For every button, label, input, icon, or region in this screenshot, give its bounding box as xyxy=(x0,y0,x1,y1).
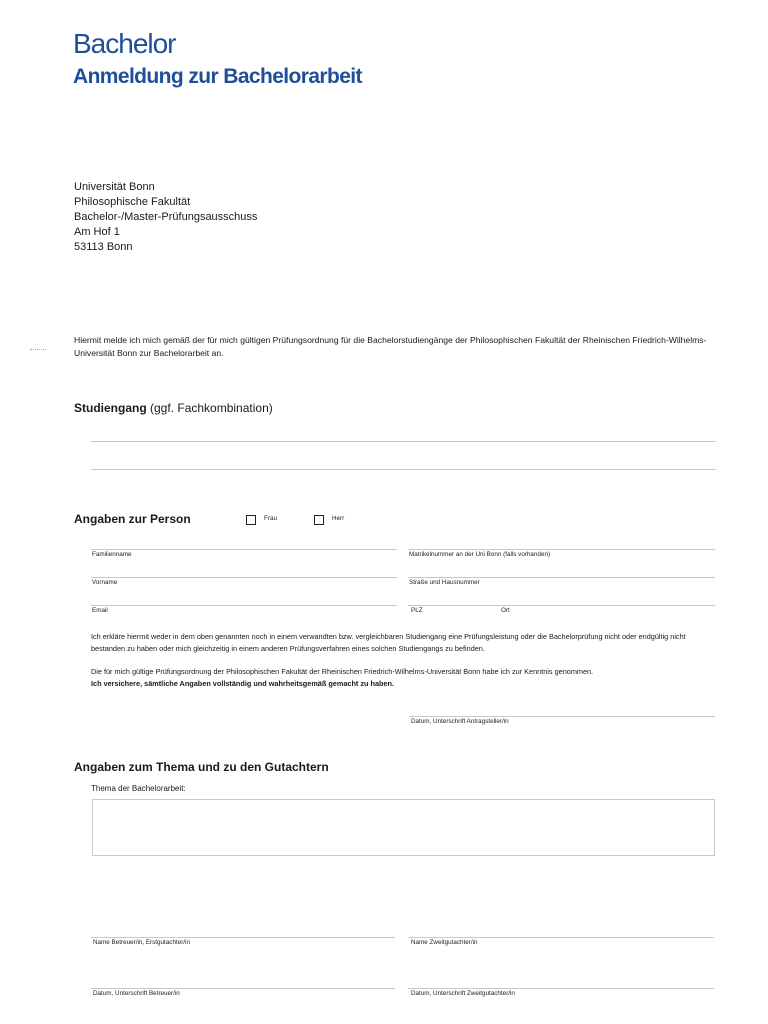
studiengang-heading xyxy=(74,401,273,415)
address-line: Philosophische Fakultät xyxy=(74,196,191,208)
declaration-text-2: Die für mich gültige Prüfungsordnung der Philosophischen Fakultät der Rheinischen Friedrich-Wilhelms-Universität Bonn habe ich zur Kenntnis genommen. xyxy=(91,667,594,676)
address-line: Bachelor-/Master-Prüfungsausschuss xyxy=(74,211,258,223)
betreuer-signature-field[interactable] xyxy=(91,988,395,989)
document-subtitle: Anmeldung zur Bachelorarbeit xyxy=(73,65,362,88)
matrikel-field[interactable] xyxy=(408,549,715,550)
declaration-text-1: Ich erkläre hiermit weder in dem oben genannten noch in einem verwandten bzw. vergleichbaren Studiengang eine Prüfungsleistung oder die Bachelorprüfung nicht oder endgültig nicht bestanden zu haben oder mich gleichzeitig in einem anderen Prüfungsverfahren eines solchen Studiengangs zu befinden. xyxy=(91,632,686,653)
vorname-field[interactable] xyxy=(91,577,397,578)
studiengang-input-line-2[interactable] xyxy=(91,469,716,470)
thema-heading: Angaben zum Thema und zu den Gutachtern xyxy=(74,760,329,774)
address-line: Universität Bonn xyxy=(74,181,155,193)
familienname-label: Familienname xyxy=(92,551,132,558)
checkbox-frau-label: Frau xyxy=(264,515,277,522)
plz-label: PLZ xyxy=(411,607,423,614)
email-label: Email xyxy=(92,607,108,614)
document-title: Bachelor xyxy=(73,28,176,59)
ort-label: Ort xyxy=(501,607,510,614)
checkbox-herr[interactable] xyxy=(314,515,324,525)
address-line: 53113 Bonn xyxy=(74,241,133,253)
thema-input-box[interactable] xyxy=(92,799,715,856)
strasse-field[interactable] xyxy=(408,577,715,578)
zweitgutachter-signature-label: Datum, Unterschrift Zweitgutachter/in xyxy=(411,990,515,997)
studiengang-input-line-1[interactable] xyxy=(91,441,716,442)
studiengang-label: Studiengang xyxy=(74,401,147,415)
vorname-label: Vorname xyxy=(92,579,118,586)
checkbox-herr-label: Herr xyxy=(332,515,345,522)
applicant-signature-label: Datum, Unterschrift Antragsteller/in xyxy=(411,718,509,725)
betreuer-name-field[interactable] xyxy=(91,937,395,938)
email-field[interactable] xyxy=(91,605,397,606)
studiengang-hint: (ggf. Fachkombination) xyxy=(150,401,273,415)
familienname-field[interactable] xyxy=(91,549,397,550)
recipient-address xyxy=(74,180,257,255)
person-heading: Angaben zur Person xyxy=(74,512,191,526)
betreuer-signature-label: Datum, Unterschrift Betreuer/in xyxy=(93,990,180,997)
plz-ort-field[interactable] xyxy=(408,605,715,606)
fold-mark xyxy=(30,349,46,351)
applicant-signature-field[interactable] xyxy=(409,716,715,717)
thema-label: Thema der Bachelorarbeit: xyxy=(91,784,186,793)
strasse-label: Straße und Hausnummer xyxy=(409,579,480,586)
matrikel-label: Matrikelnummer an der Uni Bonn (falls vorhanden) xyxy=(409,551,551,558)
zweitgutachter-name-field[interactable] xyxy=(408,937,714,938)
zweitgutachter-signature-field[interactable] xyxy=(408,988,714,989)
intro-text: Hiermit melde ich mich gemäß der für mich gültigen Prüfungsordnung für die Bachelorstudiengänge der Philosophischen Fakultät der Rheinischen Friedrich-Wilhelms-Universität Bonn zur Bachelorarbeit an. xyxy=(74,335,707,358)
address-line: Am Hof 1 xyxy=(74,226,120,238)
betreuer-name-label: Name Betreuer/in, Erstgutachter/in xyxy=(93,939,190,946)
zweitgutachter-name-label: Name Zweitgutachter/in xyxy=(411,939,478,946)
checkbox-frau[interactable] xyxy=(246,515,256,525)
declaration-text-3: Ich versichere, sämtliche Angaben vollständig und wahrheitsgemäß gemacht zu haben. xyxy=(91,679,395,688)
